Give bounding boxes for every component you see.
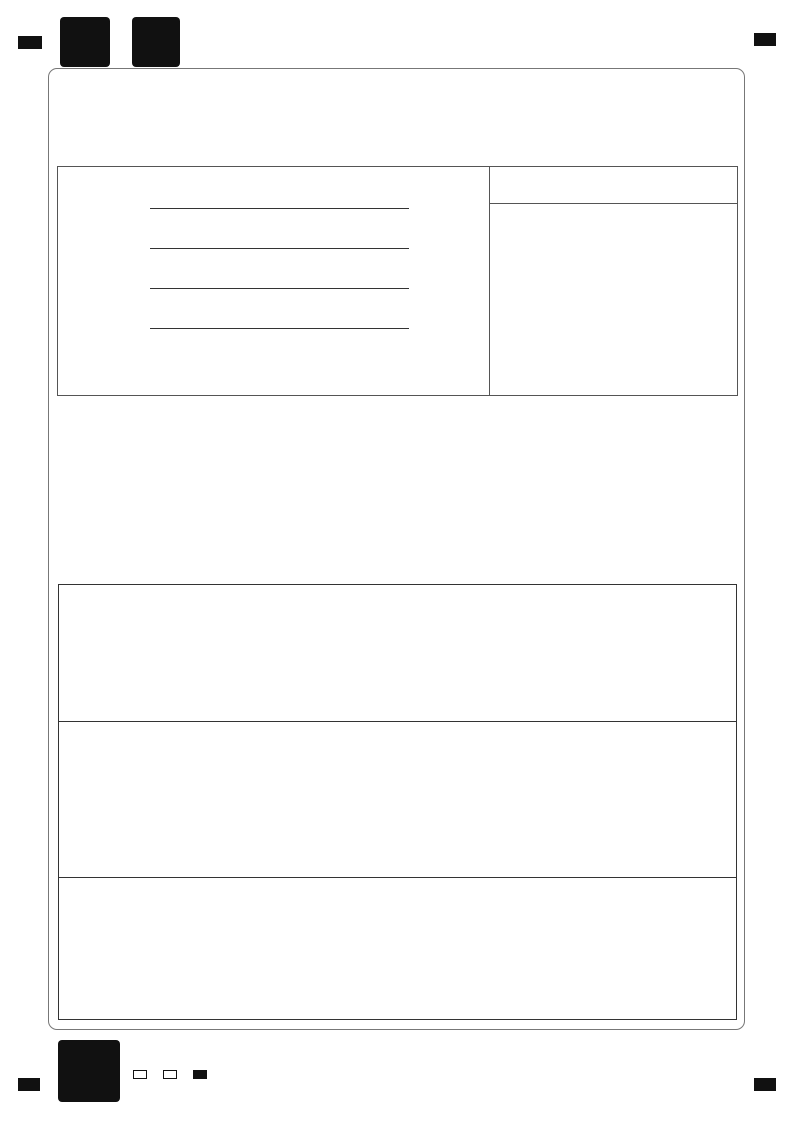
page-indicator-empty [163,1070,177,1079]
qr-code-app [60,17,110,67]
page-indicator-filled [193,1070,207,1079]
page-barcode [58,1040,120,1102]
class-field[interactable] [150,288,409,289]
answer-box-13-1[interactable] [58,584,737,722]
seat-field[interactable] [150,328,409,329]
answer-box-13-2[interactable] [58,721,737,878]
registration-mark [18,1078,40,1091]
exam-id-header [490,167,737,204]
qr-code-notify [132,17,180,67]
answer-box-13-3[interactable] [58,877,737,1020]
school-field[interactable] [150,248,409,249]
registration-mark [754,1078,776,1091]
name-field[interactable] [150,208,409,209]
page-indicator-empty [133,1070,147,1079]
registration-mark [754,33,776,46]
registration-mark [18,36,42,49]
